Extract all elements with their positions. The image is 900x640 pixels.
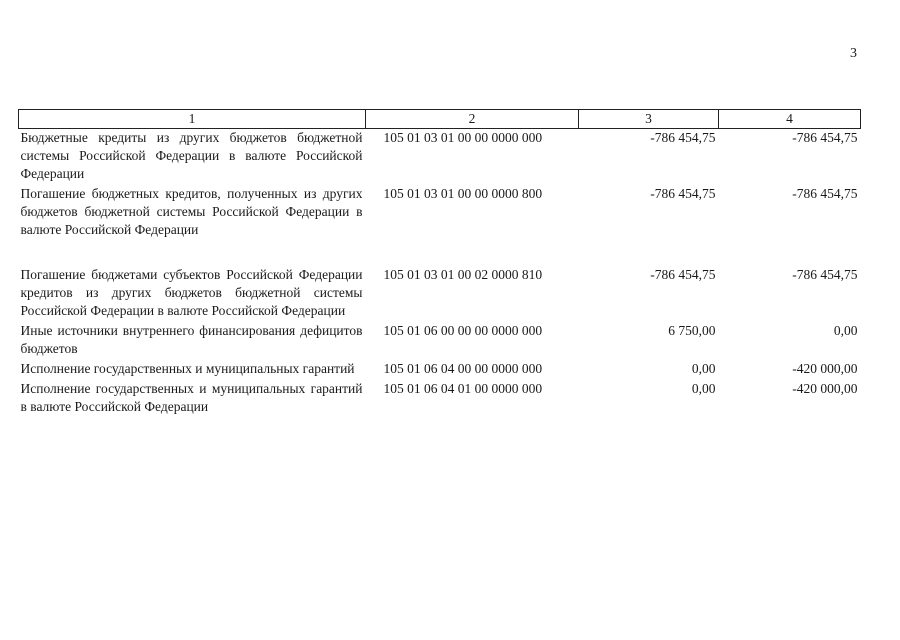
table-header-row [19,110,861,129]
row-value-4: -786 454,75 [792,130,858,145]
row-value-4: -420 000,00 [792,381,858,396]
table-row [19,360,861,380]
row-value-3: -786 454,75 [650,130,716,145]
row-value-3: 6 750,00 [668,323,716,338]
table-header [19,110,861,129]
table-row [19,322,861,360]
column-header-3: 3 [579,110,719,129]
row-value-4: 0,00 [833,323,858,338]
column-header-2: 2 [366,110,579,129]
row-code: 105 01 06 00 00 00 0000 000 [383,323,543,338]
row-code: 105 01 03 01 00 00 0000 000 [383,130,543,145]
table-body [19,129,861,419]
table-row [19,266,861,322]
row-value-3: 0,00 [691,361,716,376]
row-name: Бюджетные кредиты из других бюджетов бюджетной системы Российской Федерации в валюте Российской Федерации [20,130,363,181]
row-value-3: 0,00 [691,381,716,396]
row-name: Погашение бюджетных кредитов, полученных из других бюджетов бюджетной системы Российской Федерации в валюте Российской Федерации [20,186,363,237]
sources-financing-table [18,109,861,418]
table-row [19,185,861,266]
row-code: 105 01 03 01 00 02 0000 810 [383,267,543,282]
table-row [19,129,861,186]
row-code: 105 01 03 01 00 00 0000 800 [383,186,543,201]
row-value-4: -786 454,75 [792,267,858,282]
table-row [19,380,861,418]
row-name: Исполнение государственных и муниципальных гарантий [20,361,355,376]
page-number: 3 [850,46,857,61]
row-value-4: -420 000,00 [792,361,858,376]
row-name: Погашение бюджетами субъектов Российской Федерации кредитов из других бюджетов бюджетной системы Российской Федерации в валюте Российской Федерации [20,267,363,318]
column-header-4: 4 [719,110,861,129]
row-name: Исполнение государственных и муниципальных гарантий в валюте Российской Федерации [20,381,363,414]
column-header-1: 1 [19,110,366,129]
row-name: Иные источники внутреннего финансирования дефицитов бюджетов [20,323,363,356]
row-code: 105 01 06 04 00 00 0000 000 [383,361,543,376]
row-value-3: -786 454,75 [650,267,716,282]
row-value-4: -786 454,75 [792,186,858,201]
row-code: 105 01 06 04 01 00 0000 000 [383,381,543,396]
row-value-3: -786 454,75 [650,186,716,201]
